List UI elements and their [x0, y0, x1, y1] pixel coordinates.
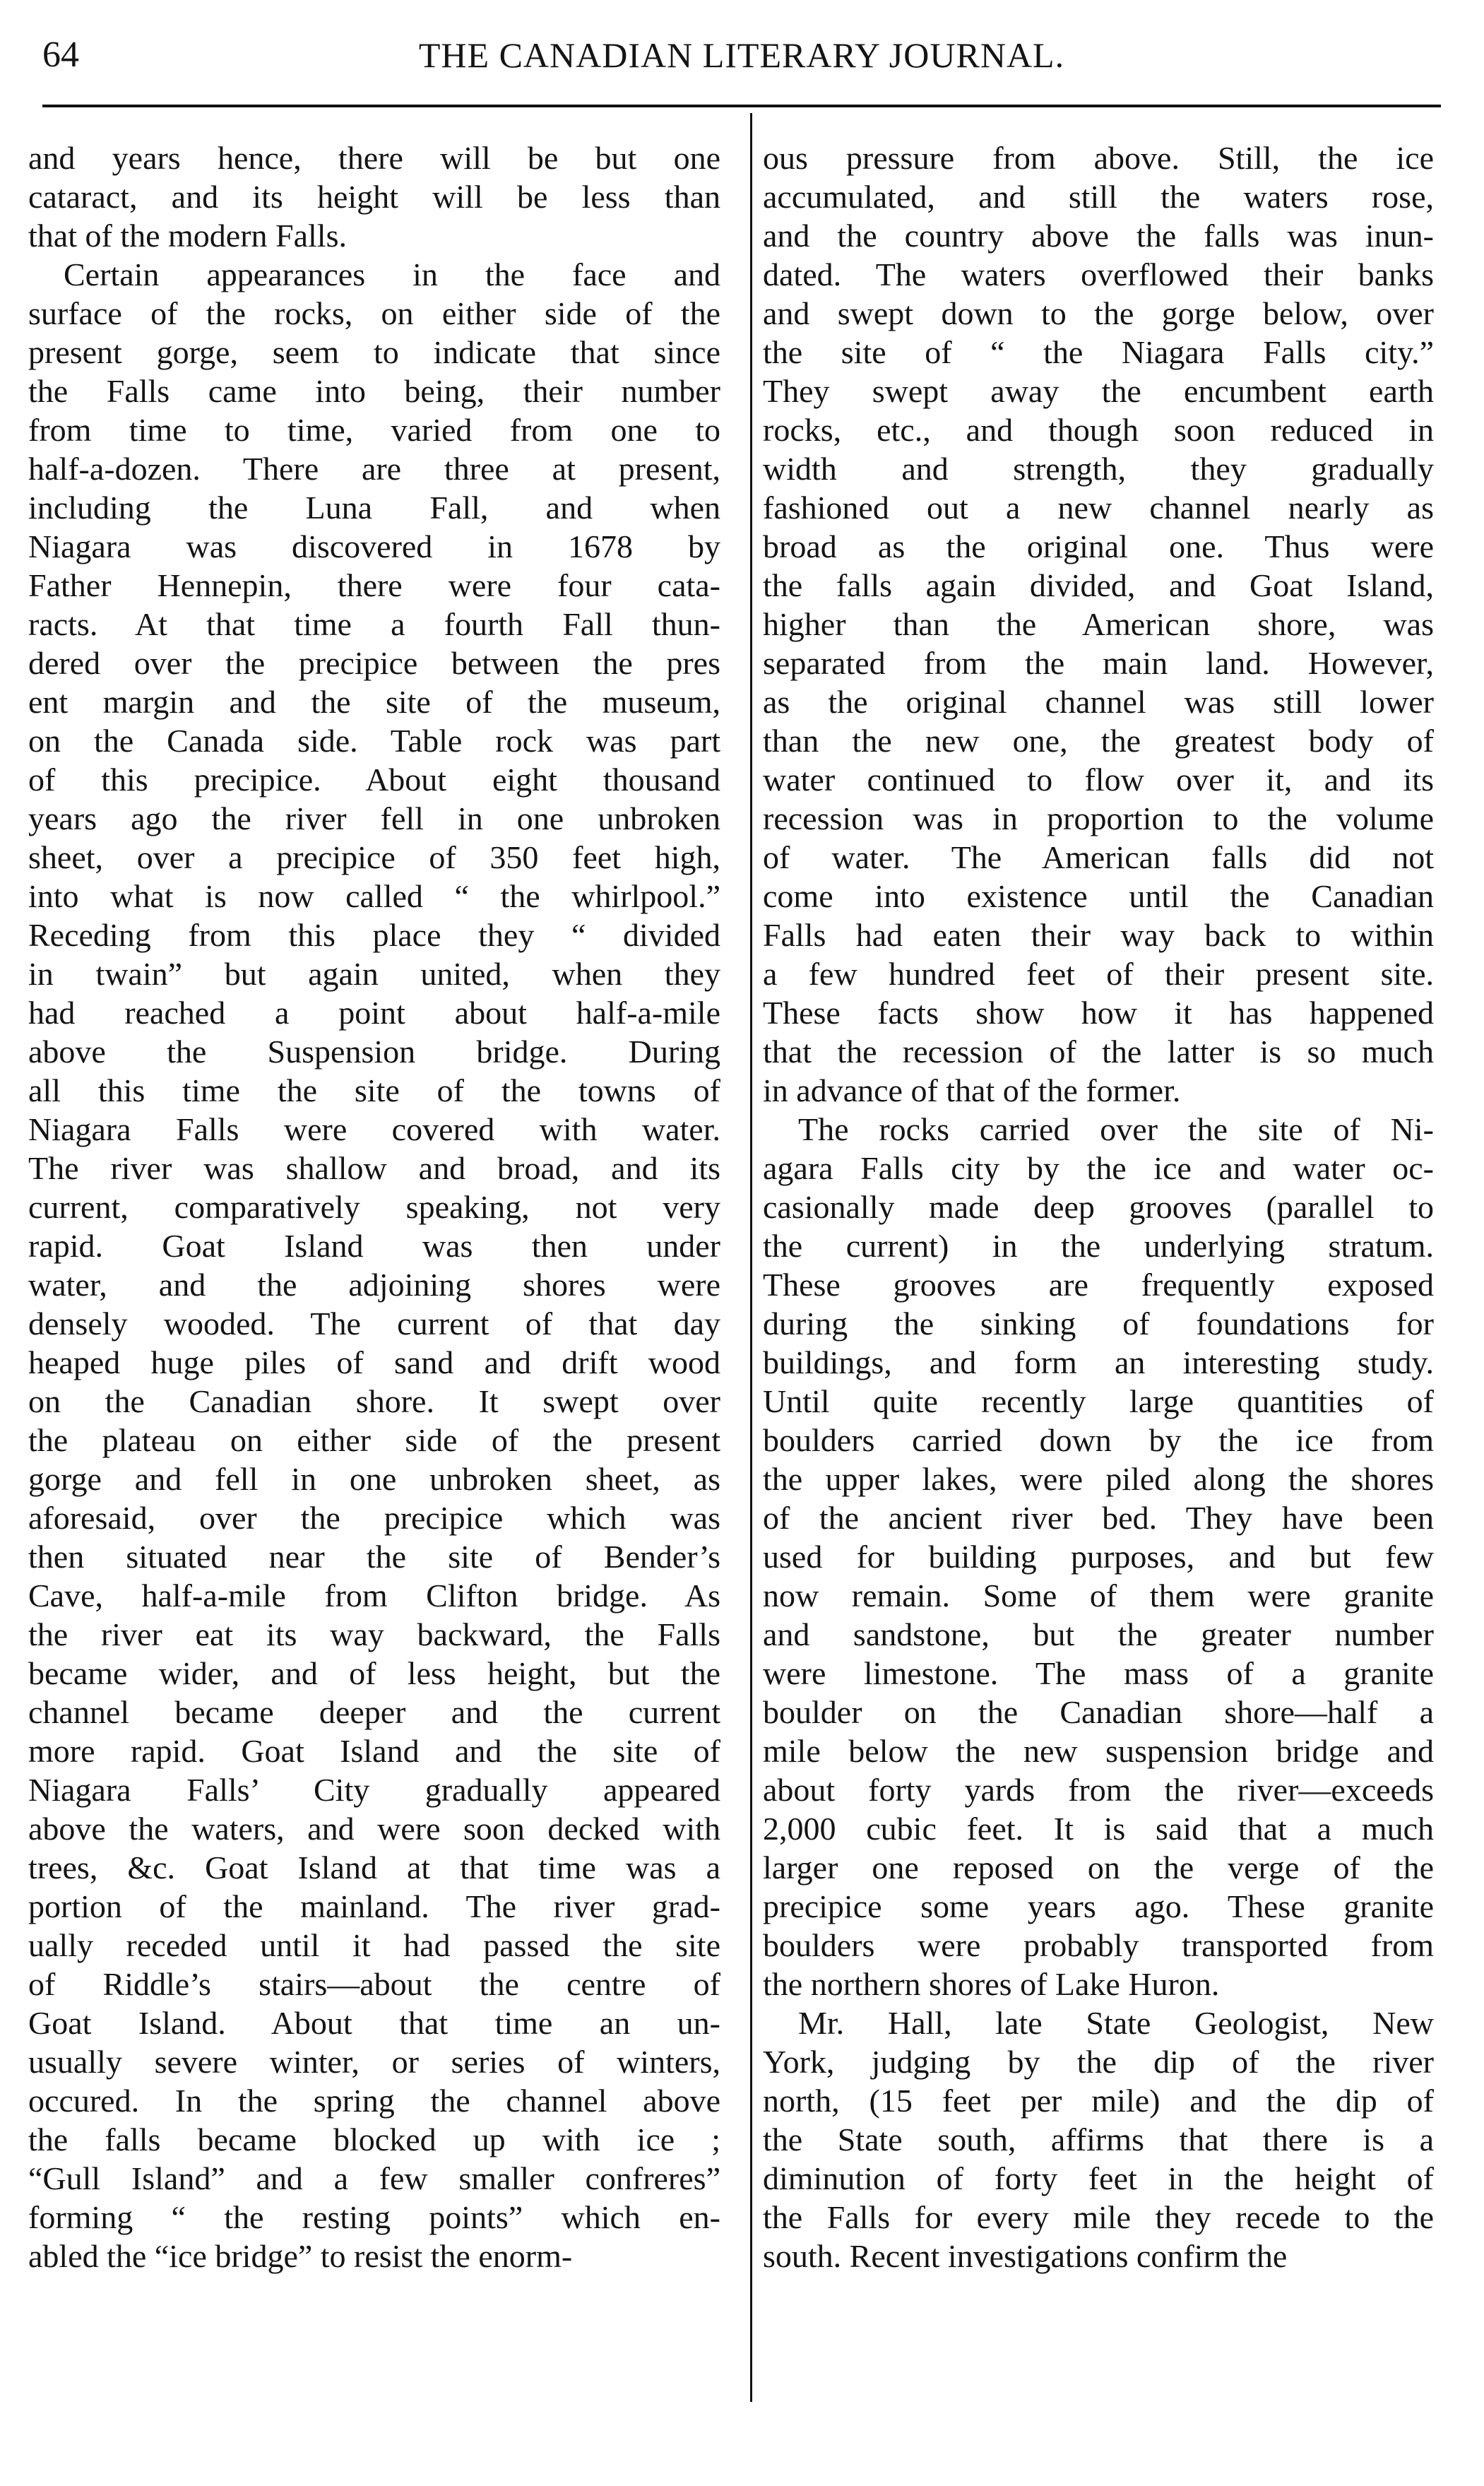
text-line: casionally made deep grooves (parallel to: [763, 1189, 1434, 1225]
text-line: and sandstone, but the greater number: [763, 1616, 1434, 1652]
text-line: racts. At that time a fourth Fall thun-: [28, 606, 720, 642]
text-line: then situated near the site of Bender’s: [28, 1539, 720, 1575]
text-line: These grooves are frequently exposed: [763, 1267, 1434, 1303]
text-line: on the Canada side. Table rock was part: [28, 723, 720, 759]
text-line: mile below the new suspension bridge and: [763, 1733, 1434, 1769]
text-line: boulders carried down by the ice from: [763, 1422, 1434, 1458]
text-line: dered over the precipice between the pres: [28, 645, 720, 681]
text-line: Falls had eaten their way back to within: [763, 917, 1434, 953]
text-line: rapid. Goat Island was then under: [28, 1228, 720, 1264]
text-line: the northern shores of Lake Huron.: [763, 1966, 1220, 2002]
header-rule: [42, 105, 1441, 107]
text-line: They swept away the encumbent earth: [763, 373, 1434, 409]
text-line: precipice some years ago. These granite: [763, 1888, 1434, 1924]
text-line: of this precipice. About eight thousand: [28, 762, 720, 798]
text-line: became wider, and of less height, but the: [28, 1655, 720, 1691]
text-line: dated. The waters overflowed their banks: [763, 256, 1434, 292]
text-line: densely wooded. The current of that day: [28, 1306, 720, 1342]
text-line: in advance of that of the former.: [763, 1072, 1181, 1108]
text-line: recession was in proportion to the volume: [763, 800, 1434, 836]
paragraph: [28, 138, 720, 255]
text-line: above the Suspension bridge. During: [28, 1034, 720, 1070]
text-line: separated from the main land. However,: [763, 645, 1434, 681]
text-line: water, and the adjoining shores were: [28, 1267, 720, 1303]
text-line: of water. The American falls did not: [763, 839, 1434, 875]
text-line: “Gull Island” and a few smaller confreres”: [28, 2160, 720, 2196]
text-line: Father Hennepin, there were four cata-: [28, 567, 720, 603]
text-line: south. Recent investigations confirm the: [763, 2238, 1288, 2274]
text-line: Mr. Hall, late State Geologist, New: [798, 2005, 1434, 2041]
text-line: water continued to flow over it, and its: [763, 762, 1434, 798]
text-line: and the country above the falls was inun-: [763, 218, 1434, 254]
text-line: on the Canadian shore. It swept over: [28, 1383, 720, 1419]
text-line: Niagara Falls were covered with water.: [28, 1111, 720, 1147]
text-line: 2,000 cubic feet. It is said that a much: [763, 1811, 1434, 1847]
text-line: the falls became blocked up with ice ;: [28, 2121, 720, 2158]
text-line: the plateau on either side of the present: [28, 1422, 720, 1458]
text-line: as the original channel was still lower: [763, 684, 1434, 720]
text-line: present gorge, seem to indicate that since: [28, 334, 720, 370]
text-line: larger one reposed on the verge of the: [763, 1849, 1434, 1886]
text-line: the site of “ the Niagara Falls city.”: [763, 334, 1434, 370]
text-line: Until quite recently large quantities of: [763, 1383, 1434, 1419]
text-line: the current) in the underlying stratum.: [763, 1228, 1434, 1264]
text-line: Goat Island. About that time an un-: [28, 2005, 720, 2041]
text-line: about forty yards from the river—exceeds: [763, 1772, 1434, 1808]
text-line: ent margin and the site of the museum,: [28, 684, 720, 720]
text-line: from time to time, varied from one to: [28, 412, 720, 448]
text-line: usually severe winter, or series of winters,: [28, 2044, 720, 2080]
text-line: above the waters, and were soon decked with: [28, 1811, 720, 1847]
text-line: ually receded until it had passed the site: [28, 1927, 720, 1963]
text-line: including the Luna Fall, and when: [28, 490, 720, 526]
text-line: the river eat its way backward, the Falls: [28, 1616, 720, 1652]
text-line: forming “ the resting points” which en-: [28, 2199, 720, 2235]
text-line: years ago the river fell in one unbroken: [28, 800, 720, 836]
text-line: that the recession of the latter is so much: [763, 1034, 1434, 1070]
text-line: current, comparatively speaking, not very: [28, 1189, 720, 1225]
paragraph: [763, 2003, 1434, 2275]
page-header: [42, 20, 1441, 90]
text-line: abled the “ice bridge” to resist the enorm-: [28, 2238, 573, 2274]
text-line: come into existence until the Canadian: [763, 878, 1434, 914]
text-line: and swept down to the gorge below, over: [763, 295, 1434, 331]
text-line: The river was shallow and broad, and its: [28, 1150, 720, 1186]
text-line: were limestone. The mass of a granite: [763, 1655, 1434, 1691]
text-line: boulder on the Canadian shore—half a: [763, 1694, 1434, 1730]
right-column: [763, 138, 1434, 2343]
text-line: fashioned out a new channel nearly as: [763, 490, 1434, 526]
text-line: of the ancient river bed. They have been: [763, 1500, 1434, 1536]
text-line: The rocks carried over the site of Ni-: [798, 1111, 1434, 1147]
text-line: Cave, half-a-mile from Clifton bridge. As: [28, 1578, 720, 1614]
text-line: Niagara Falls’ City gradually appeared: [28, 1772, 720, 1808]
text-line: diminution of forty feet in the height of: [763, 2160, 1434, 2196]
paragraph: [28, 255, 720, 2275]
text-line: Niagara was discovered in 1678 by: [28, 528, 720, 564]
running-head: THE CANADIAN LITERARY JOURNAL.: [418, 35, 1065, 75]
text-line: agara Falls city by the ice and water oc-: [763, 1150, 1434, 1186]
text-line: gorge and fell in one unbroken sheet, as: [28, 1461, 720, 1497]
text-line: the State south, affirms that there is a: [763, 2121, 1434, 2158]
text-line: width and strength, they gradually: [763, 451, 1434, 487]
text-line: had reached a point about half-a-mile: [28, 995, 720, 1031]
text-line: accumulated, and still the waters rose,: [763, 179, 1434, 215]
text-line: the upper lakes, were piled along the shores: [763, 1461, 1434, 1497]
text-line: portion of the mainland. The river grad-: [28, 1888, 720, 1924]
text-line: half-a-dozen. There are three at present,: [28, 451, 720, 487]
text-line: aforesaid, over the precipice which was: [28, 1500, 720, 1536]
text-line: and years hence, there will be but one: [28, 140, 720, 176]
text-line: heaped huge piles of sand and drift wood: [28, 1344, 720, 1380]
text-line: surface of the rocks, on either side of the: [28, 295, 720, 331]
text-line: trees, &c. Goat Island at that time was a: [28, 1849, 720, 1886]
text-line: rocks, etc., and though soon reduced in: [763, 412, 1434, 448]
paragraph: [763, 1110, 1434, 2003]
text-line: channel became deeper and the current: [28, 1694, 720, 1730]
column-divider: [750, 113, 752, 2402]
text-line: higher than the American shore, was: [763, 606, 1434, 642]
text-line: York, judging by the dip of the river: [763, 2044, 1434, 2080]
text-line: during the sinking of foundations for: [763, 1306, 1434, 1342]
text-line: the Falls for every mile they recede to the: [763, 2199, 1434, 2235]
text-line: used for building purposes, and but few: [763, 1539, 1434, 1575]
text-line: These facts show how it has happened: [763, 995, 1434, 1031]
page-number: 64: [42, 35, 79, 75]
text-line: now remain. Some of them were granite: [763, 1578, 1434, 1614]
text-line: than the new one, the greatest body of: [763, 723, 1434, 759]
text-line: more rapid. Goat Island and the site of: [28, 1733, 720, 1769]
text-line: Certain appearances in the face and: [64, 256, 720, 292]
text-line: the Falls came into being, their number: [28, 373, 720, 409]
text-line: ous pressure from above. Still, the ice: [763, 140, 1434, 176]
text-line: buildings, and form an interesting study.: [763, 1344, 1434, 1380]
text-line: boulders were probably transported from: [763, 1927, 1434, 1963]
text-line: that of the modern Falls.: [28, 218, 347, 254]
text-line: in twain” but again united, when they: [28, 956, 720, 992]
text-line: north, (15 feet per mile) and the dip of: [763, 2083, 1434, 2119]
text-line: sheet, over a precipice of 350 feet high,: [28, 839, 720, 875]
paragraph: [763, 138, 1434, 1110]
text-line: of Riddle’s stairs—about the centre of: [28, 1966, 720, 2002]
text-line: the falls again divided, and Goat Island,: [763, 567, 1434, 603]
text-line: a few hundred feet of their present site.: [763, 956, 1434, 992]
text-line: all this time the site of the towns of: [28, 1072, 720, 1108]
text-line: cataract, and its height will be less than: [28, 179, 720, 215]
text-line: into what is now called “ the whirlpool.”: [28, 878, 720, 914]
text-line: broad as the original one. Thus were: [763, 528, 1434, 564]
text-line: occured. In the spring the channel above: [28, 2083, 720, 2119]
left-column: [28, 138, 720, 2343]
text-line: Receding from this place they “ divided: [28, 917, 720, 953]
